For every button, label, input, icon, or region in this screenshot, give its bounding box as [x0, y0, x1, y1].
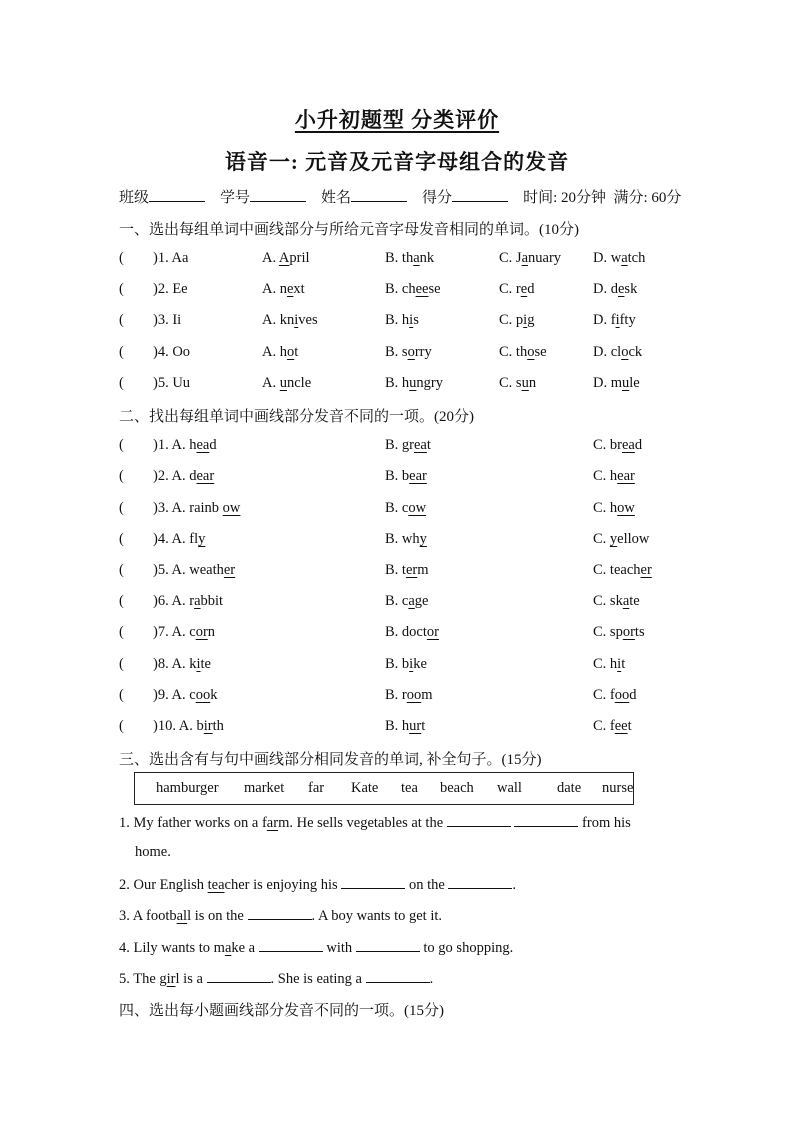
- answer-paren: (: [119, 312, 124, 328]
- option-c: C. yellow: [593, 531, 650, 547]
- s1-row-1: [119, 250, 699, 272]
- option-a: )4. A. fly: [153, 531, 206, 547]
- sentence-5: 5. The girl is a . She is eating a .: [119, 971, 434, 987]
- answer-paren: (: [119, 281, 124, 297]
- section3-heading: 三、选出含有与句中画线部分相同发音的单词, 补全句子。(15分): [119, 752, 542, 768]
- answer-blank[interactable]: [259, 938, 323, 952]
- option-a: )5. A. weather: [153, 562, 236, 578]
- option-b: B. bike: [385, 656, 427, 672]
- question-number: )2. Ee: [153, 281, 188, 297]
- sentence-4: 4. Lily wants to make a with to go shopping.: [119, 940, 514, 956]
- answer-blank[interactable]: [447, 813, 511, 827]
- answer-paren: (: [119, 687, 124, 703]
- full-score-text: 满分: 60分: [613, 190, 682, 206]
- answer-paren: (: [119, 593, 124, 609]
- option-a: A. next: [262, 281, 305, 297]
- s1-row-3: [119, 312, 699, 334]
- answer-paren: (: [119, 468, 124, 484]
- option-a: A. hot: [262, 344, 299, 360]
- section2-heading: 二、找出每组单词中画线部分发音不同的一项。(20分): [119, 409, 474, 425]
- option-a: )9. A. cook: [153, 687, 218, 703]
- question-number: )5. Uu: [153, 375, 191, 391]
- section1-heading: 一、选出每组单词中画线部分与所给元音字母发音相同的单词。(10分): [119, 222, 579, 238]
- option-c: C. January: [499, 250, 562, 266]
- s2-row-9: [119, 687, 699, 709]
- option-c: C. teacher: [593, 562, 652, 578]
- answer-blank[interactable]: [356, 938, 420, 952]
- s2-row-2: [119, 468, 699, 490]
- answer-paren: (: [119, 562, 124, 578]
- word-bank-item: Kate: [351, 780, 379, 796]
- word-bank-item: beach: [440, 780, 474, 796]
- answer-paren: (: [119, 718, 124, 734]
- option-a: )6. A. rabbit: [153, 593, 224, 609]
- option-a: )2. A. dear: [153, 468, 215, 484]
- word-bank-item: market: [244, 780, 285, 796]
- answer-paren: (: [119, 656, 124, 672]
- name-label: 姓名: [321, 190, 352, 206]
- option-c: C. how: [593, 500, 635, 516]
- s2-row-6: [119, 593, 699, 615]
- student-info-line: [119, 186, 681, 207]
- option-c: C. feet: [593, 718, 632, 734]
- answer-paren: (: [119, 250, 124, 266]
- s2-row-10: [119, 718, 699, 740]
- option-c: C. pig: [499, 312, 535, 328]
- sentence-1-continued: home.: [135, 844, 171, 860]
- option-a: A. uncle: [262, 375, 312, 391]
- answer-paren: (: [119, 344, 124, 360]
- answer-blank[interactable]: [207, 969, 271, 983]
- page-title: 小升初题型 分类评价: [294, 108, 500, 132]
- option-b: B. doctor: [385, 624, 439, 640]
- word-bank-item: hamburger: [156, 780, 219, 796]
- name-blank[interactable]: [351, 187, 407, 202]
- answer-paren: (: [119, 375, 124, 391]
- answer-paren: (: [119, 624, 124, 640]
- number-label: 学号: [220, 190, 251, 206]
- sentence-2: 2. Our English teacher is enjoying his on the .: [119, 877, 517, 893]
- class-blank[interactable]: [149, 187, 205, 202]
- option-c: C. sun: [499, 375, 537, 391]
- question-number: )1. Aa: [153, 250, 189, 266]
- question-number: )4. Oo: [153, 344, 191, 360]
- option-a: )1. A. head: [153, 437, 217, 453]
- s2-row-4: [119, 531, 699, 553]
- option-c: C. hear: [593, 468, 635, 484]
- option-b: B. room: [385, 687, 433, 703]
- word-bank-item: far: [308, 780, 325, 796]
- option-a: )3. A. rainb ow: [153, 500, 241, 516]
- option-b: B. his: [385, 312, 419, 328]
- score-label: 得分: [422, 190, 453, 206]
- class-label: 班级: [119, 190, 150, 206]
- sentence-3: 3. A football is on the . A boy wants to get it.: [119, 908, 442, 924]
- s1-row-5: [119, 375, 699, 397]
- option-b: B. sorry: [385, 344, 432, 360]
- option-c: C. skate: [593, 593, 640, 609]
- answer-blank[interactable]: [341, 875, 405, 889]
- s1-row-2: [119, 281, 699, 303]
- answer-blank[interactable]: [514, 813, 578, 827]
- score-blank[interactable]: [452, 187, 508, 202]
- answer-blank[interactable]: [248, 906, 312, 920]
- option-b: B. term: [385, 562, 429, 578]
- option-d: D. desk: [593, 281, 638, 297]
- answer-paren: (: [119, 437, 124, 453]
- option-a: A. April: [262, 250, 310, 266]
- option-b: B. great: [385, 437, 431, 453]
- option-d: D. clock: [593, 344, 643, 360]
- s2-row-7: [119, 624, 699, 646]
- option-c: C. hit: [593, 656, 626, 672]
- option-c: C. sports: [593, 624, 645, 640]
- s2-row-3: [119, 500, 699, 522]
- answer-paren: (: [119, 531, 124, 547]
- option-a: )10. A. birth: [153, 718, 224, 734]
- option-b: B. thank: [385, 250, 435, 266]
- sentence-1: 1. My father works on a farm. He sells vegetables at the from his: [119, 815, 631, 831]
- word-bank-item: nurse: [602, 780, 634, 796]
- option-b: B. cage: [385, 593, 429, 609]
- option-b: B. cheese: [385, 281, 441, 297]
- s2-row-5: [119, 562, 699, 584]
- option-b: B. hurt: [385, 718, 426, 734]
- page-subtitle: 语音一: 元音及元音字母组合的发音: [224, 150, 570, 174]
- word-bank-box: [134, 772, 634, 805]
- s1-row-4: [119, 344, 699, 366]
- section4-heading: 四、选出每小题画线部分发音不同的一项。(15分): [119, 1003, 444, 1019]
- answer-blank[interactable]: [366, 969, 430, 983]
- option-b: B. cow: [385, 500, 427, 516]
- answer-paren: (: [119, 500, 124, 516]
- option-a: A. knives: [262, 312, 318, 328]
- answer-blank[interactable]: [448, 875, 512, 889]
- option-c: C. bread: [593, 437, 643, 453]
- option-d: D. fifty: [593, 312, 636, 328]
- word-bank-item: wall: [497, 780, 522, 796]
- s2-row-8: [119, 656, 699, 678]
- option-c: C. red: [499, 281, 535, 297]
- option-b: B. bear: [385, 468, 427, 484]
- option-d: D. mule: [593, 375, 640, 391]
- word-bank-item: date: [557, 780, 582, 796]
- time-text: 时间: 20分钟: [523, 190, 606, 206]
- option-c: C. food: [593, 687, 637, 703]
- option-a: )8. A. kite: [153, 656, 211, 672]
- number-blank[interactable]: [250, 187, 306, 202]
- option-c: C. those: [499, 344, 547, 360]
- option-d: D. watch: [593, 250, 646, 266]
- option-b: B. hungry: [385, 375, 444, 391]
- s2-row-1: [119, 437, 699, 459]
- option-a: )7. A. corn: [153, 624, 216, 640]
- option-b: B. why: [385, 531, 427, 547]
- question-number: )3. Ii: [153, 312, 182, 328]
- word-bank-item: tea: [401, 780, 418, 796]
